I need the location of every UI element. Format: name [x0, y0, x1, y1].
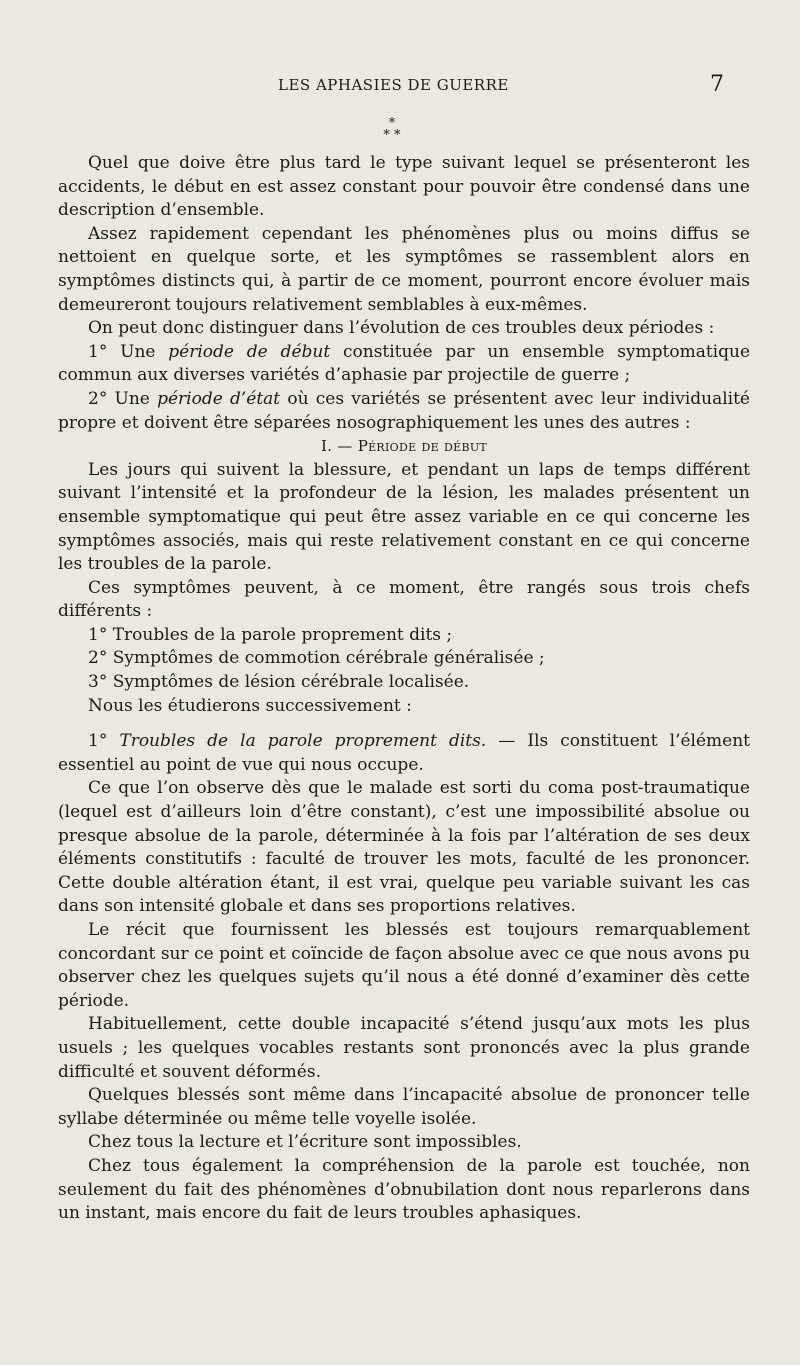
paragraph: Quel que doive être plus tard le type suivant lequel se présenteront les accidents, le début en est assez constant pour pouvoir être condensé dans une description d’ensemble. [58, 153, 750, 221]
asterism-separator: * * * [383, 116, 401, 143]
italic-term: période d’état [157, 388, 281, 409]
section-heading [58, 435, 750, 459]
paragraph: Ces symptômes peuvent, à ce moment, être rangés sous trois chefs différents : [58, 577, 750, 622]
paragraph: Nous les étudierons successivement : [88, 695, 412, 716]
list-number: 1° [88, 731, 120, 752]
paragraph: Chez tous la lecture et l’écriture sont impossibles. [88, 1132, 522, 1153]
paragraph: Chez tous également la compréhension de la parole est touchée, non seulement du fait des phénomènes d’obnubilation dont nous reparlerons dans un instant, mais encore du fait de leurs troubles aphasiques. [58, 1155, 750, 1224]
spacer [58, 718, 750, 730]
paragraph: Assez rapidement cependant les phénomènes plus ou moins diffus se nettoient en quelque sorte, et les symptômes se rassemblent alors en symptômes distincts qui, à partir de ce moment, pourront encore évoluer mais demeureront toujours relativement semblables à eux-mêmes. [58, 223, 750, 315]
paragraph-text: où ces variétés se présentent avec leur individualité propre et doivent être séparées nosographiquement les unes des autres : [58, 388, 750, 433]
paragraph: Quelques blessés sont même dans l’incapacité absolue de prononcer telle syllabe déterminée ou même telle voyelle isolée. [58, 1085, 750, 1129]
list-item: 1° Troubles de la parole proprement dits ; [88, 624, 453, 645]
list-number: 1° Une [88, 341, 169, 362]
paragraph: Ce que l’on observe dès que le malade est sorti du coma post-traumatique (lequel est d’ailleurs loin d’être constant), c’est une impossibilité absolue ou presque absolue de la parole, déterminée à la fois par l’altération de ses deux éléments constitutifs : faculté de trouver les mots, faculté de les prononcer. Cette double altération étant, il est vrai, quelque peu variable suivant les cas dans son intensité globale et dans ses proportions relatives. [58, 778, 750, 917]
section-title: Période de début [357, 437, 488, 456]
numbered-paragraph [58, 730, 750, 777]
paragraph-text: constituée par un ensemble symptomatique commun aux diverses variétés d’aphasie par projectile de guerre ; [58, 341, 751, 386]
section-number: I. — [320, 437, 358, 456]
paragraph-text: — Ils constituent l’élément essentiel au point de vue qui nous occupe. [58, 731, 750, 775]
list-number: 2° Une [88, 388, 158, 409]
paragraph: Habituellement, cette double incapacité s’étend jusqu’aux mots les plus usuels ; les quelques vocables restants sont prononcés avec la plus grande difficulté et souvent déformés. [58, 1014, 750, 1082]
page-number: 7 [710, 72, 725, 97]
paragraph: Le récit que fournissent les blessés est toujours remarquablement concordant sur ce point et coïncide de façon absolue avec ce que nous avons pu observer chez les quelques sujets qu’il nous a été donné d’examiner dès cette période. [58, 920, 750, 1011]
numbered-paragraph [58, 388, 750, 435]
list-item: 2° Symptômes de commotion cérébrale généralisée ; [88, 648, 545, 669]
body-text [58, 152, 750, 1226]
italic-term: période de début [168, 341, 331, 362]
paragraph: Les jours qui suivent la blessure, et pendant un laps de temps différent suivant l’intensité et la profondeur de la lésion, les malades présentent un ensemble symptomatique qui peut être assez variable en ce qui concerne les symptômes associés, mais qui reste relativement constant en ce qui concerne les troubles de la parole. [58, 459, 750, 575]
numbered-paragraph [58, 341, 750, 388]
italic-term: Troubles de la parole proprement dits. [119, 731, 487, 752]
running-title: LES APHASIES DE GUERRE [278, 76, 509, 94]
paragraph: On peut donc distinguer dans l’évolution de ces troubles deux périodes : [88, 318, 715, 339]
list-item: 3° Symptômes de lésion cérébrale localisée. [88, 672, 470, 693]
